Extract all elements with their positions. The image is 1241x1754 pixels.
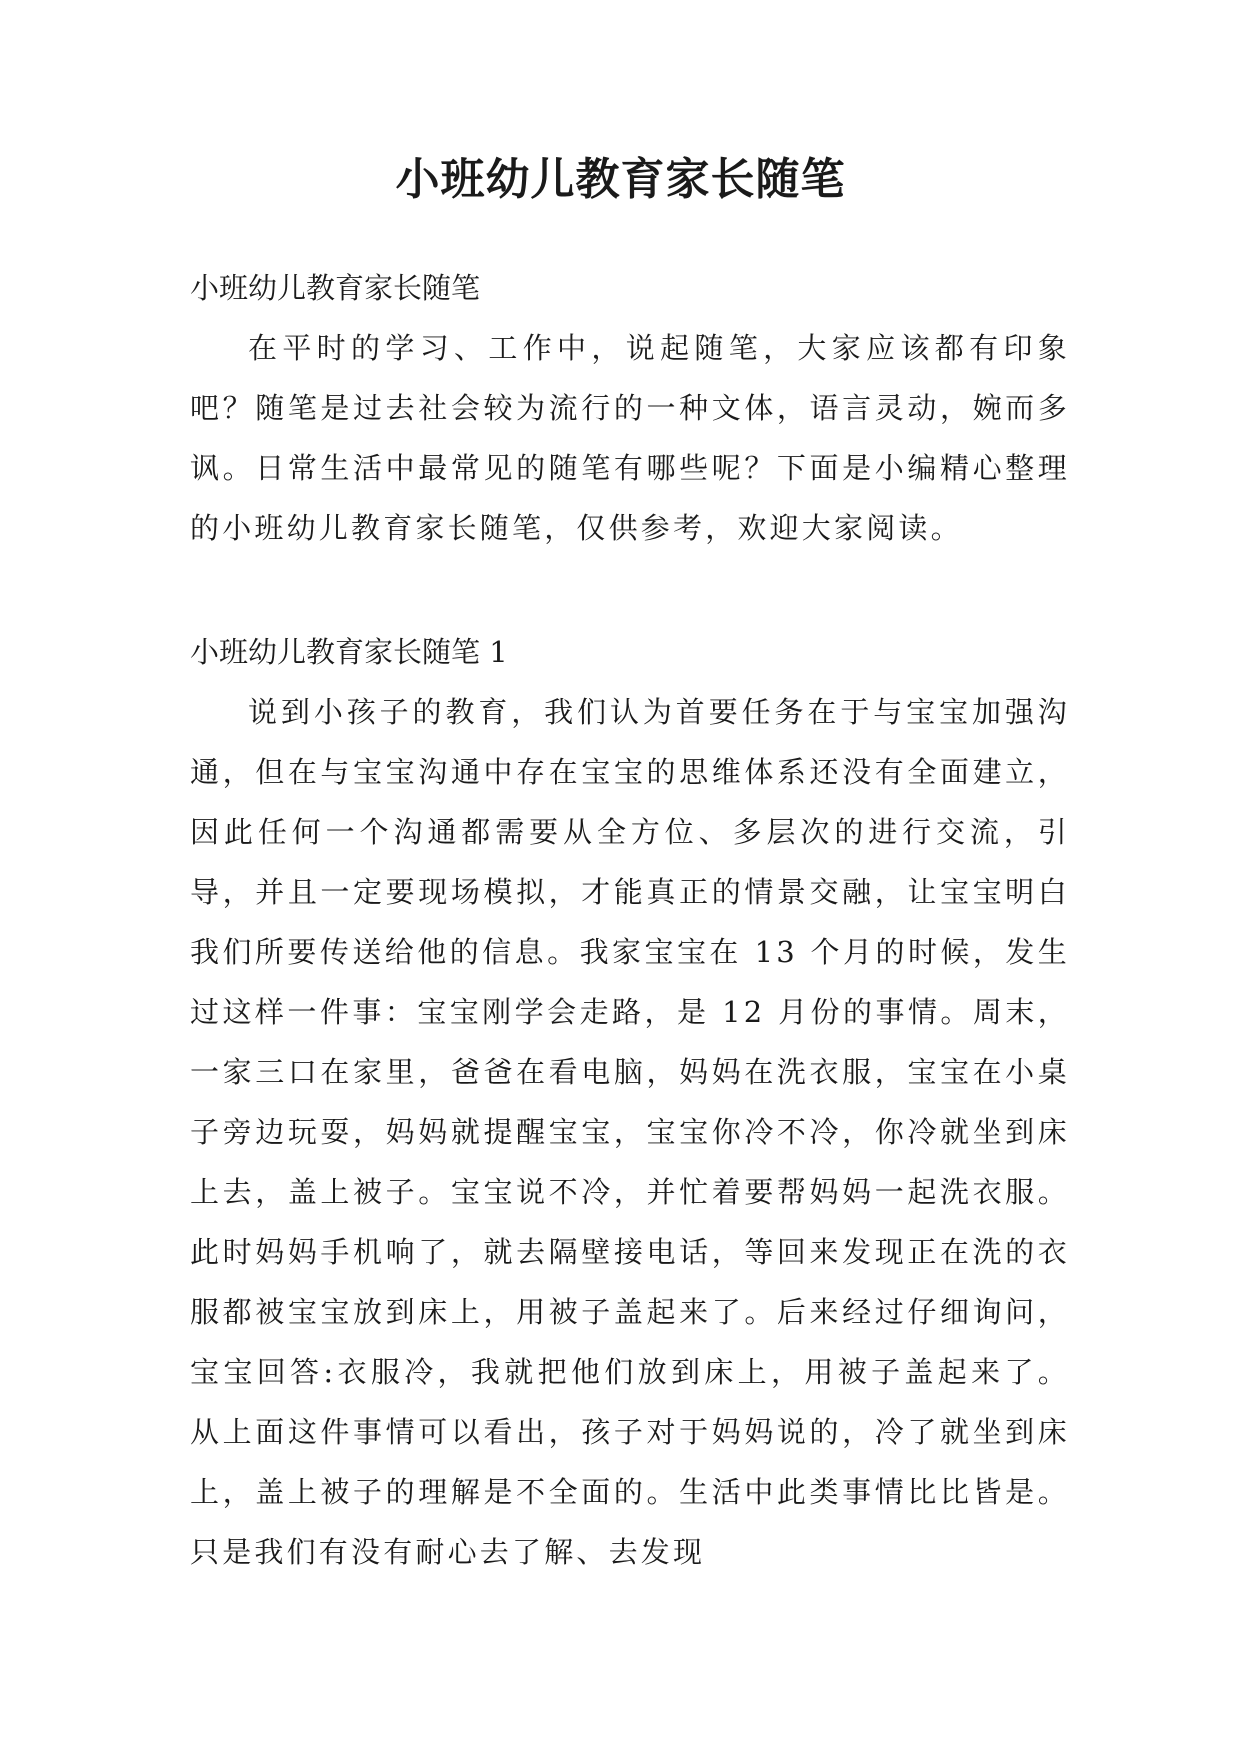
section1-paragraph: 说到小孩子的教育，我们认为首要任务在于与宝宝加强沟通，但在与宝宝沟通中存在宝宝的思维体系还没有全面建立，因此任何一个沟通都需要从全方位、多层次的进行交流，引导，并且一定要现场模拟，才能真正的情景交融，让宝宝明白我们所要传送给他的信息。我家宝宝在 13 个月的时候，发生过这样一件事：宝宝刚学会走路，是 12 月份的事情。周末，一家三口在家里，爸爸在看电脑，妈妈在洗衣服，宝宝在小桌子旁边玩耍，妈妈就提醒宝宝，宝宝你冷不冷，你冷就坐到床上去，盖上被子。宝宝说不冷，并忙着要帮妈妈一起洗衣服。此时妈妈手机响了，就去隔壁接电话，等回来发现正在洗的衣服都被宝宝放到床上，用被子盖起来了。后来经过仔细询问，宝宝回答:衣服冷，我就把他们放到床上，用被子盖起来了。从上面这件事情可以看出，孩子对于妈妈说的，冷了就坐到床上，盖上被子的理解是不全面的。生活中此类事情比比皆是。只是我们有没有耐心去了解、去发现 <box>190 695 1070 1569</box>
intro-heading: 小班幼儿教育家长随笔 <box>190 271 481 305</box>
document-title: 小班幼儿教育家长随笔 <box>395 154 846 205</box>
document-body <box>190 258 1070 1582</box>
section-spacer <box>190 558 1070 622</box>
section1-heading: 小班幼儿教育家长随笔 1 <box>190 635 508 669</box>
intro-paragraph: 在平时的学习、工作中，说起随笔，大家应该都有印象吧？随笔是过去社会较为流行的一种文体，语言灵动，婉而多讽。日常生活中最常见的随笔有哪些呢？下面是小编精心整理的小班幼儿教育家长随笔，仅供参考，欢迎大家阅读。 <box>190 331 1070 545</box>
